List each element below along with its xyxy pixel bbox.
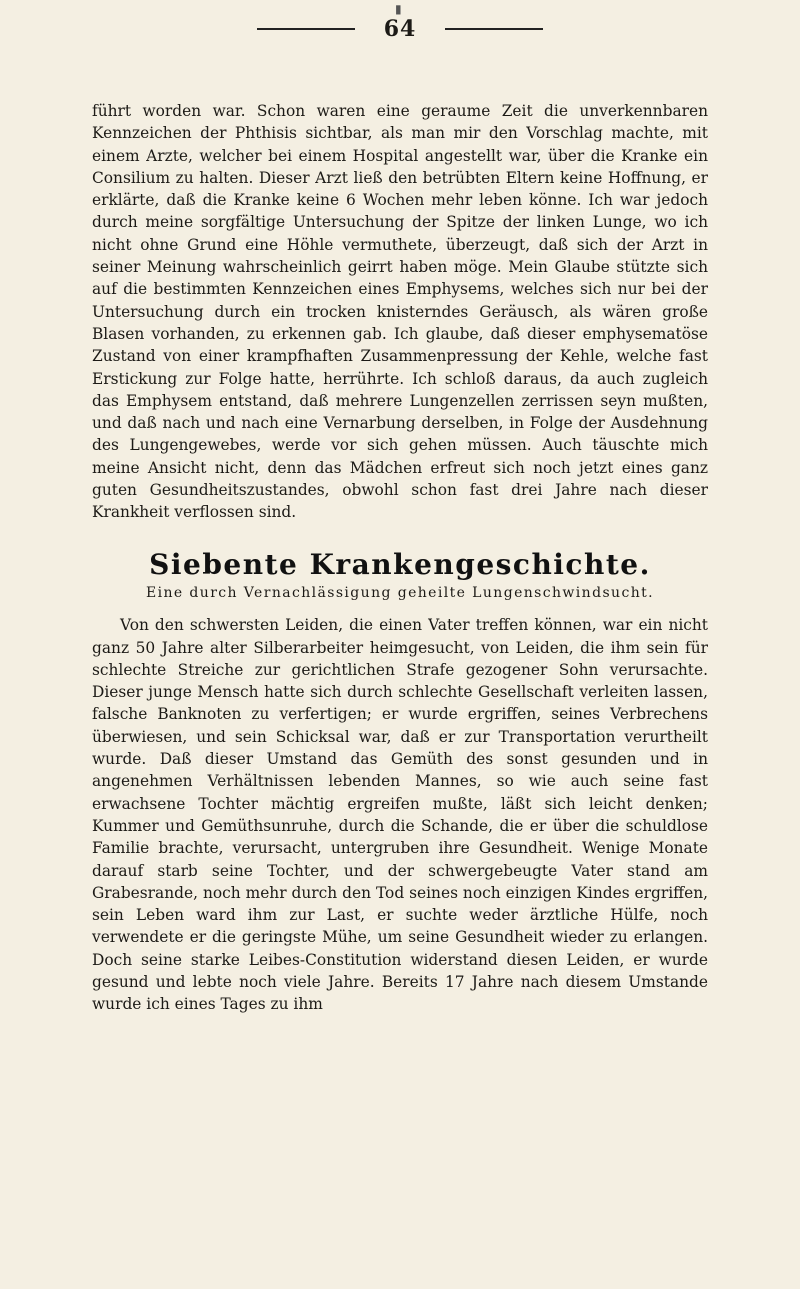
paragraph-case-story: Von den schwersten Leiden, die einen Vater treffen können, war ein nicht ganz 50 Jahre alter Silberarbeiter heimgesucht, von Leiden, die ihm sein für schlechte Streiche zur gerichtlichen Strafe gezogener Sohn verursachte. Dieser junge Mensch hatte sich durch schlechte Gesellschaft verleiten lassen, falsche Banknoten zu verfertigen; er wurde ergriffen, seines Verbrechens überwiesen, und sein Schicksal war, daß er zur Transportation verurtheilt wurde. Daß dieser Umstand das Gemüth des sonst gesunden und in angenehmen Verhältnissen lebenden Mannes, so wie auch seine fast erwachsene Tochter mächtig ergreifen mußte, läßt sich leicht denken; Kummer und Gemüthsunruhe, durch die Schande, die er über die schuldlose Familie brachte, verursacht, untergruben ihre Gesundheit. Wenige Monate darauf starb seine Tochter, und der schwergebeugte Vater stand am Grabesrande, noch mehr durch den Tod seines noch einzigen Kindes ergriffen, sein Leben ward ihm zur Last, er suchte weder ärztliche Hülfe, noch verwendete er die geringste Mühe, um seine Gesundheit wieder zu erlangen. Doch seine starke Leibes-Constitution widerstand diesen Leiden, er wurde gesund und lebte noch viele Jahre. Bereits 17 Jahre nach diesem Umstande wurde ich eines Tages zu ihm: [92, 616, 708, 1014]
chapter-subtitle: Eine durch Vernachlässigung geheilte Lungenschwindsucht.: [145, 584, 654, 601]
page-body: [92, 100, 708, 1016]
margin-mark: ▮: [395, 2, 402, 16]
chapter-title: Siebente Krankengeschichte.: [149, 547, 651, 581]
paragraph-continued: führt worden war. Schon waren eine geraume Zeit die unverkennbaren Kennzeichen der Phthisis sichtbar, als man mir den Vorschlag machte, mit einem Arzte, welcher bei einem Hospital angestellt war, über die Kranke ein Consilium zu halten. Dieser Arzt ließ den betrübten Eltern keine Hoffnung, er erklärte, daß die Kranke keine 6 Wochen mehr leben könne. Ich war jedoch durch meine sorgfältige Untersuchung der Spitze der linken Lunge, wo ich nicht ohne Grund eine Höhle vermuthete, überzeugt, daß sich der Arzt in seiner Meinung wahrscheinlich geirrt haben möge. Mein Glaube stützte sich auf die bestimmten Kennzeichen eines Emphysems, welches sich nur bei der Untersuchung durch ein trocken knisterndes Geräusch, als wären große Blasen vorhanden, zu erkennen gab. Ich glaube, daß dieser emphysematöse Zustand von einer krampfhaften Zusammenpressung der Kehle, welche fast Erstickung zur Folge hatte, herrührte. Ich schloß daraus, da auch zugleich das Emphysem entstand, daß mehrere Lungenzellen zerrissen seyn mußten, und daß nach und nach eine Vernarbung derselben, in Folge der Ausdehnung des Lungengewebes, werde vor sich gehen müssen. Auch täuschte mich meine Ansicht nicht, denn das Mädchen erfreut sich noch jetzt eines ganz guten Gesundheitszustandes, obwohl schon fast drei Jahre nach dieser Krankheit verflossen sind.: [92, 102, 708, 522]
page-header: [0, 16, 800, 42]
header-rule-right: [445, 28, 543, 30]
header-rule-left: [257, 28, 355, 30]
page-number: 64: [383, 16, 417, 42]
